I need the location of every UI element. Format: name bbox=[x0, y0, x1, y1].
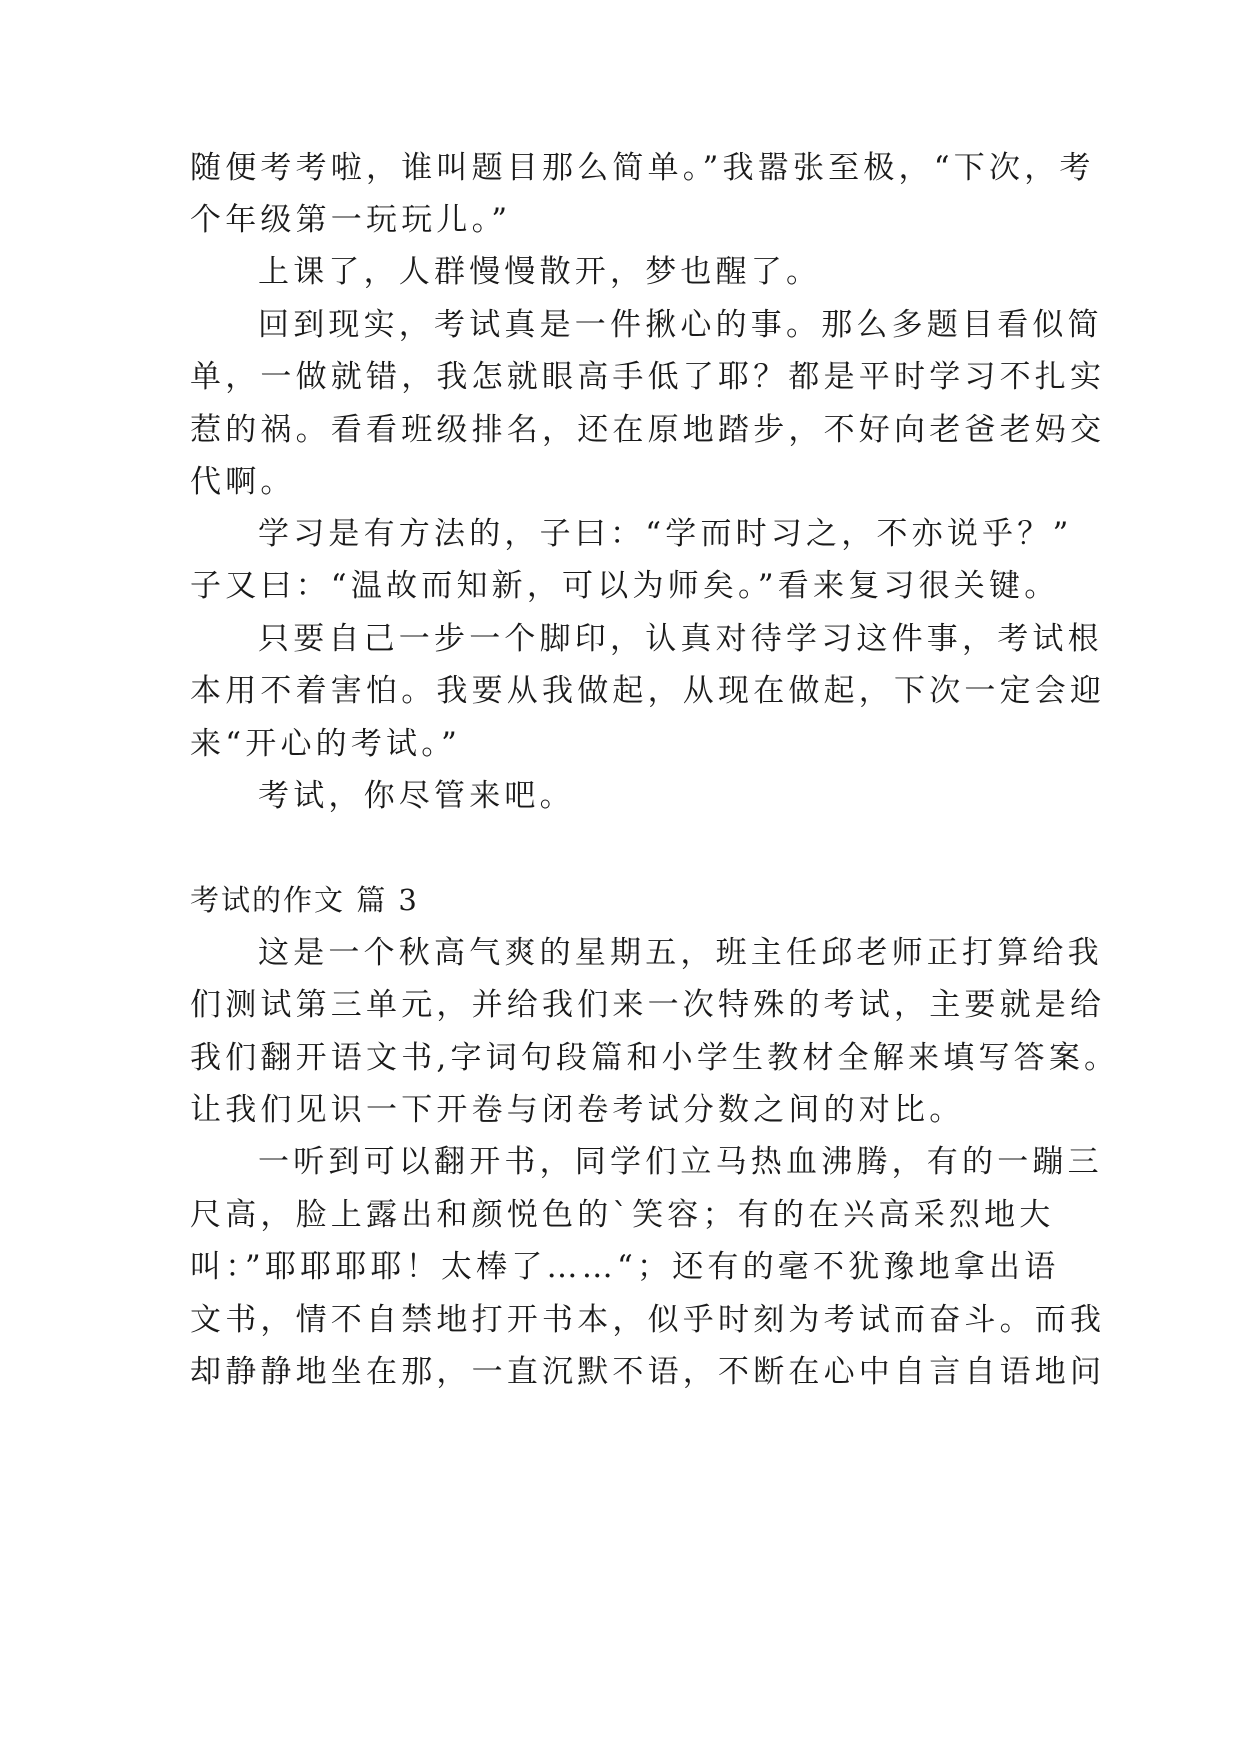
text-line: 个年级第一玩玩儿。” bbox=[190, 202, 512, 238]
paragraph-start: 只要自己一步一个脚印，认真对待学习这件事，考试根 bbox=[258, 621, 1103, 657]
text-line: 我们翻开语文书,字词句段篇和小学生教材全解来填写答案。 bbox=[190, 1040, 1120, 1076]
text-line: 们测试第三单元，并给我们来一次特殊的考试，主要就是给 bbox=[190, 987, 1106, 1023]
text-line: 叫：”耶耶耶耶！太棒了……“；还有的毫不犹豫地拿出语 bbox=[190, 1249, 1060, 1285]
text-line: 却静静地坐在那，一直沉默不语，不断在心中自言自语地问 bbox=[190, 1354, 1106, 1390]
text-line: 子又曰：“温故而知新，可以为师矣。”看来复习很关键。 bbox=[190, 568, 1060, 604]
paragraph-start: 上课了，人群慢慢散开，梦也醒了。 bbox=[258, 254, 822, 290]
paragraph-start: 这是一个秋高气爽的星期五，班主任邱老师正打算给我 bbox=[258, 935, 1103, 971]
text-line: 代啊。 bbox=[190, 464, 296, 500]
text-line: 惹的祸。看看班级排名，还在原地踏步，不好向老爸老妈交 bbox=[190, 412, 1106, 448]
text-line: 让我们见识一下开卷与闭卷考试分数之间的对比。 bbox=[190, 1092, 965, 1128]
text-line: 本用不着害怕。我要从我做起，从现在做起，下次一定会迎 bbox=[190, 673, 1106, 709]
paragraph-start: 学习是有方法的，子曰：“学而时习之，不亦说乎？” bbox=[258, 516, 1073, 552]
text-line: 随便考考啦，谁叫题目那么简单。”我嚣张至极，“下次，考 bbox=[190, 150, 1095, 186]
paragraph-start: 一听到可以翻开书，同学们立马热血沸腾，有的一蹦三 bbox=[258, 1144, 1103, 1180]
section-heading: 考试的作文 篇 3 bbox=[190, 883, 419, 917]
paragraph-start: 回到现实，考试真是一件揪心的事。那么多题目看似简 bbox=[258, 307, 1103, 343]
text-line: 单，一做就错，我怎就眼高手低了耶？都是平时学习不扎实 bbox=[190, 359, 1106, 395]
text-line: 文书，情不自禁地打开书本，似乎时刻为考试而奋斗。而我 bbox=[190, 1302, 1106, 1338]
paragraph-start: 考试，你尽管来吧。 bbox=[258, 778, 575, 814]
text-line: 尺高，脸上露出和颜悦色的`笑容；有的在兴高采烈地大 bbox=[190, 1197, 1055, 1233]
text-line: 来“开心的考试。” bbox=[190, 726, 461, 762]
